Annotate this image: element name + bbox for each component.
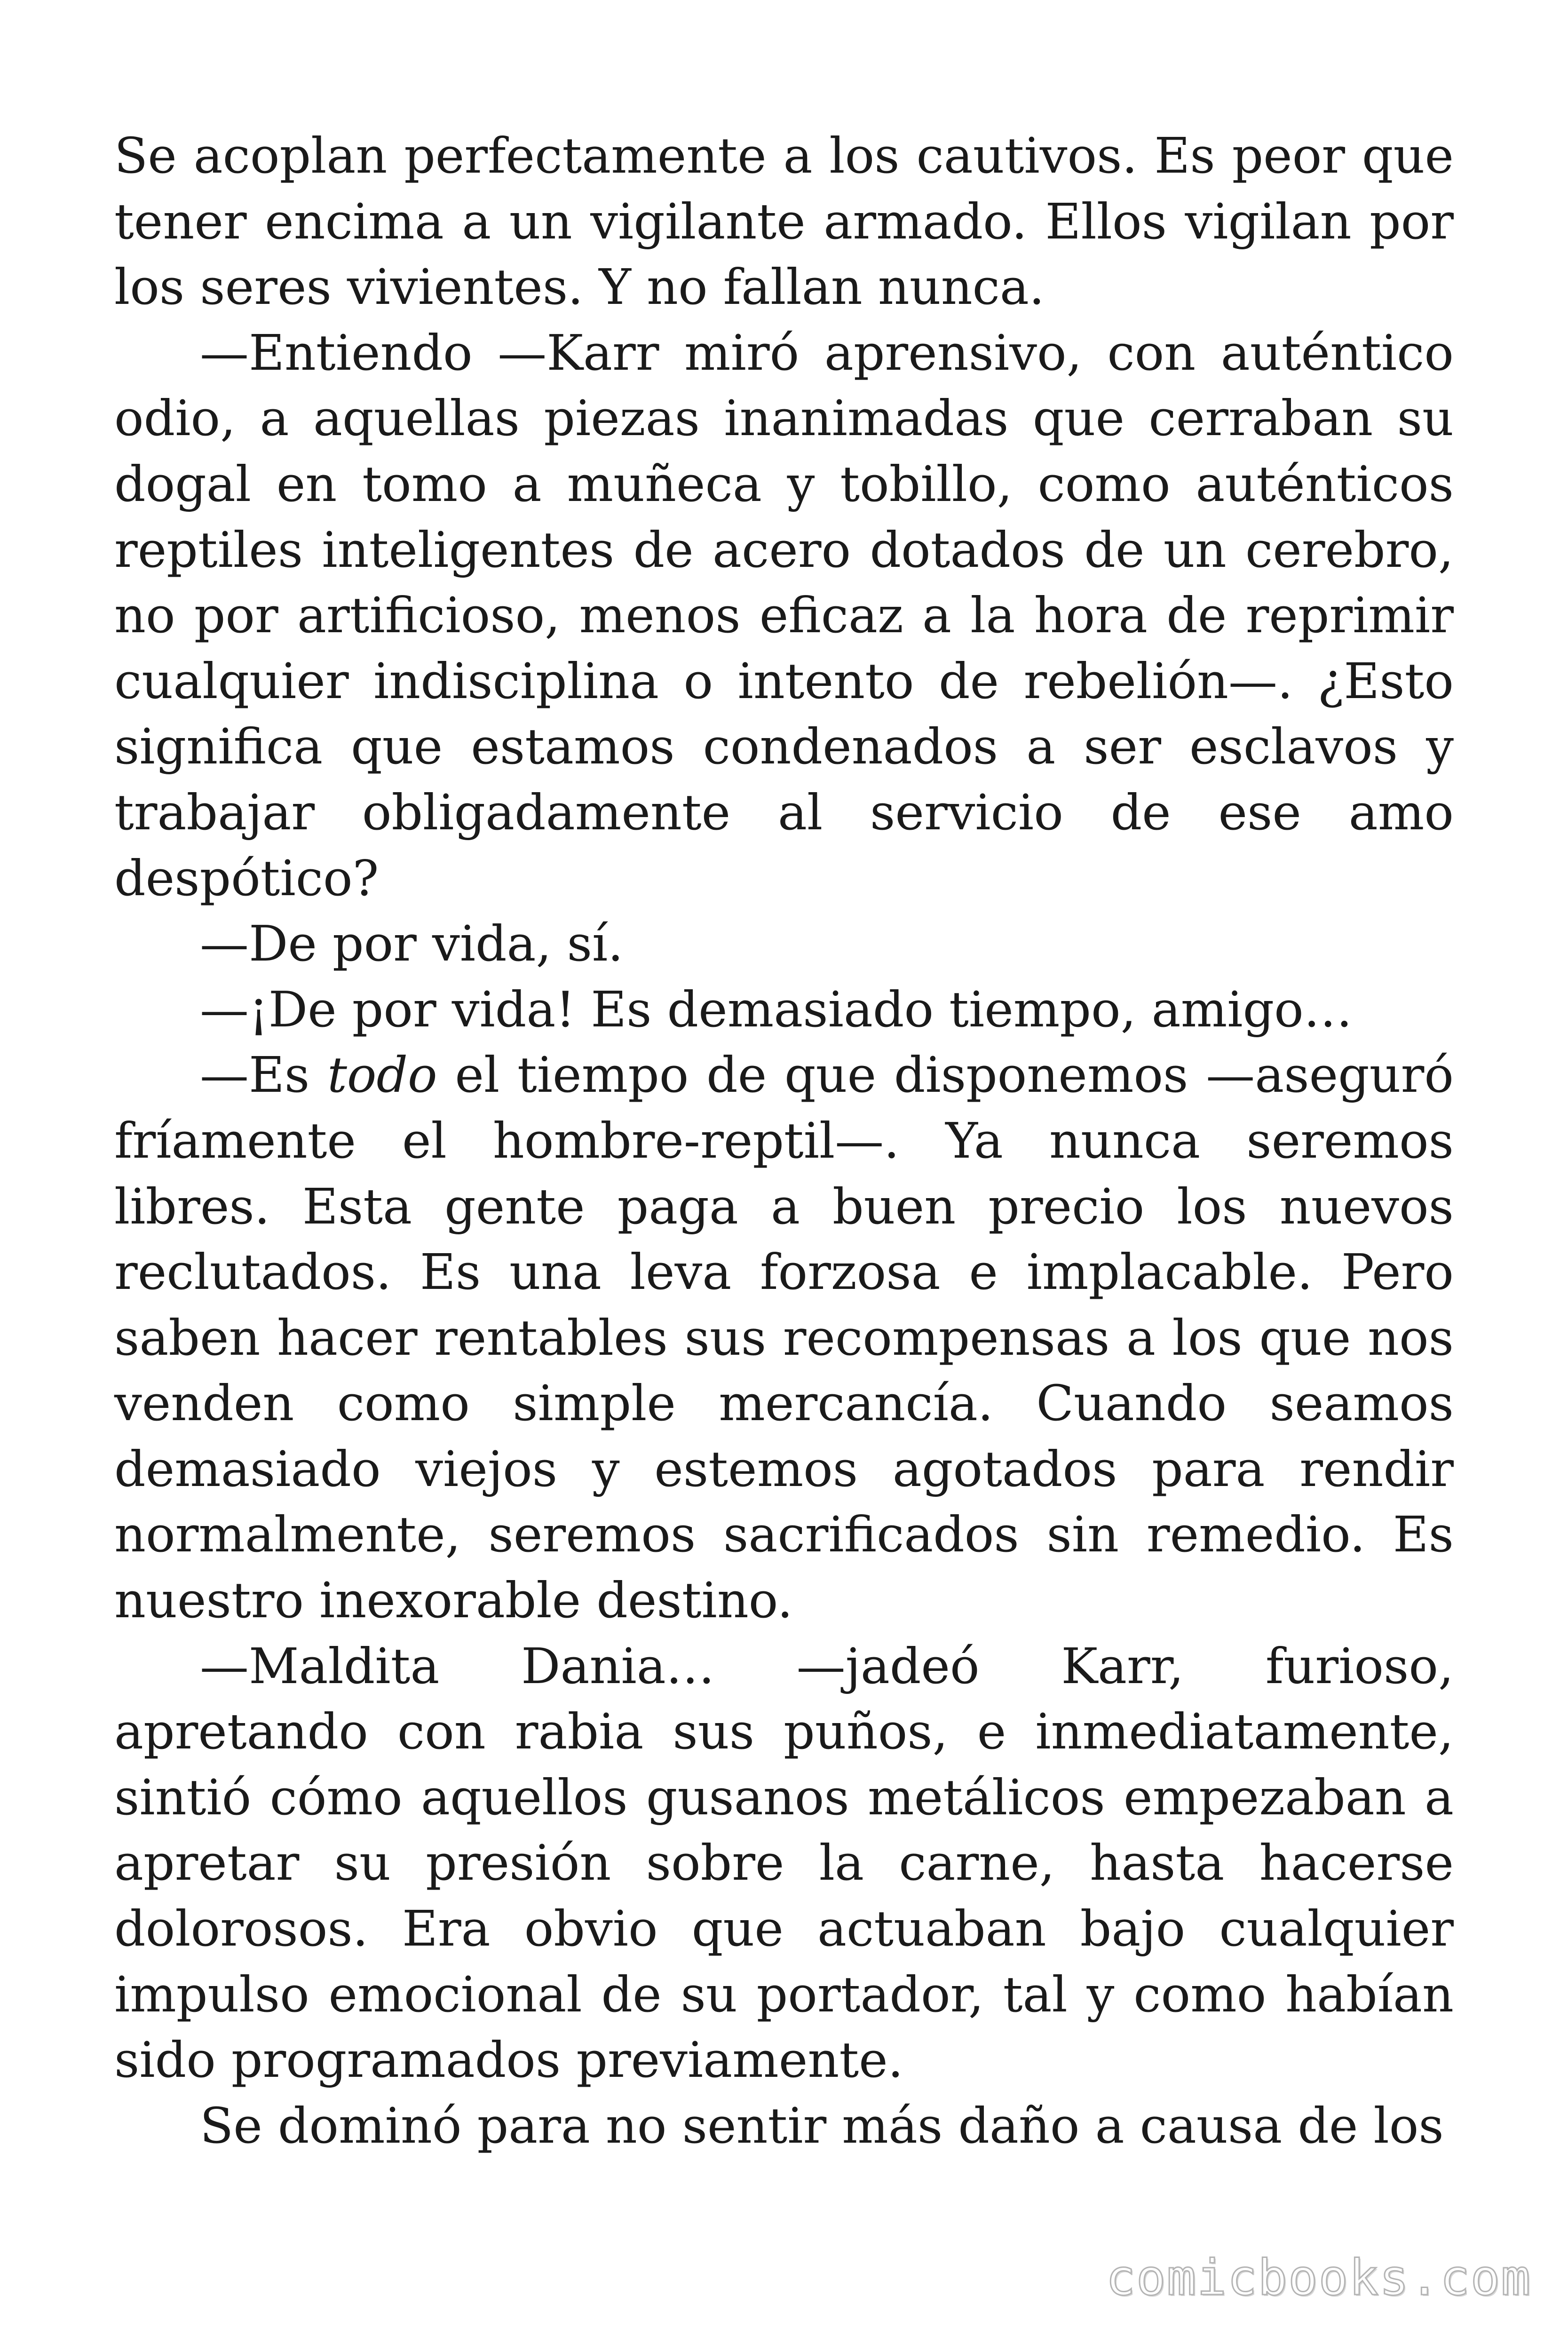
paragraph-5	[114, 1042, 1454, 1633]
paragraph-5-start: —Es	[200, 1046, 328, 1104]
italic-word: todo	[327, 1046, 437, 1104]
paragraph-4: —¡De por vida! Es demasiado tiempo, amigo…	[200, 980, 1353, 1038]
paragraph-1: Se acoplan perfectamente a los cautivos. Es peor que tener encima a un vigilante armado. Ellos vigilan por los seres vivientes. Y no fallan nunca.	[114, 127, 1454, 316]
body-text	[114, 123, 1454, 2159]
paragraph-7: Se dominó para no sentir más daño a causa de los	[200, 2097, 1444, 2154]
watermark: comicbooks.com	[1106, 2249, 1531, 2306]
paragraph-3: —De por vida, sí.	[200, 915, 624, 973]
paragraph-6: —Maldita Dania… —jadeó Karr, furioso, apretando con rabia sus puños, e inmediatamente, sintió cómo aquellos gusanos metálicos empezaban a apretar su presión sobre la carne, hasta hacerse dolorosos. Era obvio que actuaban bajo cualquier impulso emocional de su portador, tal y como habían sido programados previamente.	[114, 1637, 1454, 2089]
paragraph-2: —Entiendo —Karr miró aprensivo, con auténtico odio, a aquellas piezas inanimadas que cerraban su dogal en tomo a muñeca y tobillo, como auténticos reptiles inteligentes de acero dotados de un cerebro, no por artificioso, menos eficaz a la hora de reprimir cualquier indisciplina o intento de rebelión—. ¿Esto significa que estamos condenados a ser esclavos y trabajar obligadamente al servicio de ese amo despótico?	[114, 324, 1454, 907]
paragraph-5-rest: el tiempo de que disponemos —aseguró fríamente el hombre-reptil—. Ya nunca seremos libres. Esta gente paga a buen precio los nuevos reclutados. Es una leva forzosa e implacable. Pero saben hacer rentables sus recompensas a los que nos venden como simple mercancía. Cuando seamos demasiado viejos y estemos agotados para rendir normalmente, seremos sacrificados sin remedio. Es nuestro inexorable destino.	[114, 1046, 1454, 1629]
